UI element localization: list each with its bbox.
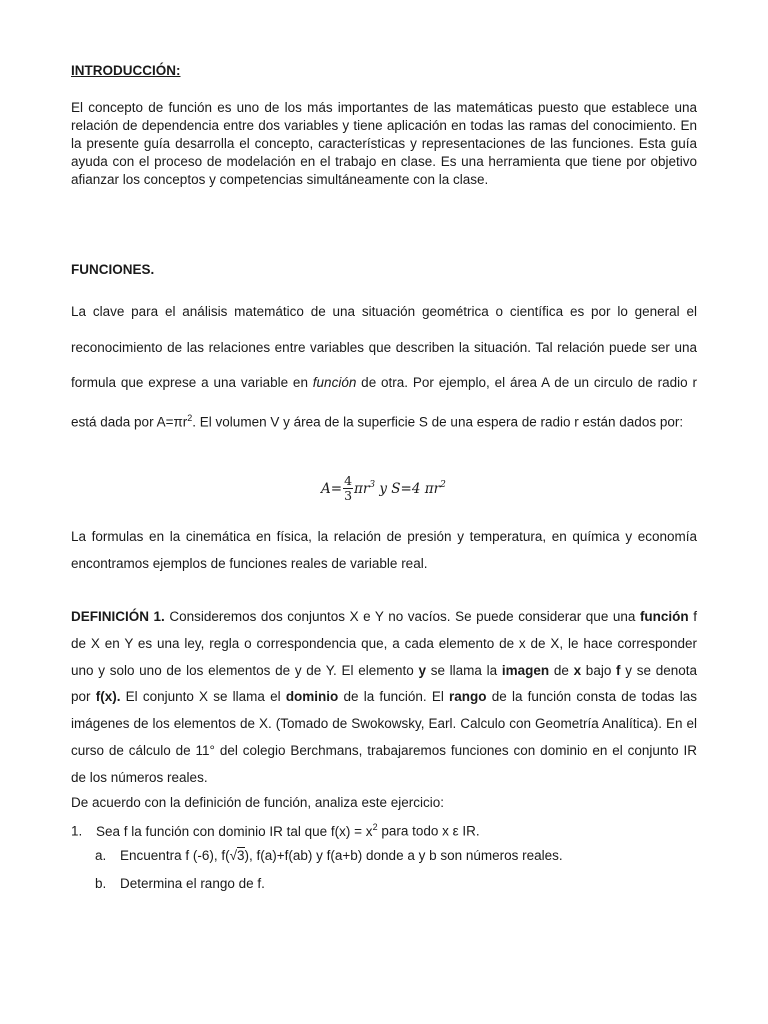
- formula-exp-1: 3: [369, 480, 376, 490]
- exercise-item-a: [95, 848, 563, 863]
- sphere-formula: [321, 474, 446, 503]
- funciones-heading: FUNCIONES.: [71, 262, 155, 277]
- item-1-number: 1.: [71, 823, 83, 839]
- fraction-numerator: 4: [344, 473, 353, 488]
- definition-label: DEFINICIÓN 1.: [71, 609, 165, 624]
- def-bold-x: x: [573, 662, 582, 678]
- def-bold-funcion: función: [639, 609, 689, 624]
- item-a-text-1: Encuentra f (-6), f(√: [120, 848, 237, 863]
- def-text-3: se llama la: [425, 662, 502, 678]
- def-bold-fx: f(x).: [95, 689, 121, 705]
- item-1-exponent: 2: [372, 822, 378, 832]
- def-bold-y: y: [418, 662, 426, 678]
- exercise-intro: De acuerdo con la definición de función, analiza este ejercicio:: [71, 795, 444, 810]
- funciones-text-c: . El volumen V y área de la superficie S de una espera de radio r están dados por:: [192, 414, 684, 429]
- funciones-text-b: de otra. Por ejemplo, el área A de un circulo de radio r está dada por A=πr: [71, 375, 697, 429]
- item-1-text-b: para todo x ε IR.: [377, 823, 480, 839]
- fraction-denominator: 3: [344, 488, 353, 503]
- exercise-item-1: [71, 822, 480, 839]
- def-bold-f: f: [616, 662, 621, 678]
- item-a-radicand: 3: [236, 848, 245, 863]
- def-bold-imagen: imagen: [501, 662, 550, 678]
- item-1-text-a: Sea f la función con dominio IR tal que f(x) = x: [96, 823, 373, 839]
- def-text-5: bajo: [581, 662, 617, 678]
- formula-fraction: [343, 474, 353, 503]
- def-text-2: f de X en Y es una ley, regla o correspondencia que, a cada elemento de x de X, le hace corresponder uno y solo uno de los elementos de y de Y. El elemento: [71, 609, 697, 678]
- def-text-7: El conjunto X se llama el: [120, 689, 286, 705]
- def-text-6: y se denota por: [71, 662, 697, 705]
- def-text-4: de: [549, 662, 574, 678]
- examples-paragraph: La formulas en la cinemática en física, la relación de presión y temperatura, en química y economía encontramos ejemplos de funciones reales de variable real.: [71, 529, 697, 571]
- item-b-text: Determina el rango de f.: [120, 876, 265, 891]
- intro-paragraph: El concepto de función es uno de los más importantes de las matemáticas puesto que establece una relación de dependencia entre dos variables y tiene aplicación en todas las ramas del conocimiento. En la presente guía desarrolla el concepto, características y representaciones de las funciones. Esta guía ayuda con el proceso de modelación en el trabajo en clase. Es una herramienta que tiene por objetivo afianzar los conceptos y competencias simultáneamente con la clase.: [71, 100, 697, 187]
- item-a-label: a.: [95, 848, 107, 863]
- funciones-exponent: 2: [187, 412, 193, 423]
- def-text-9: de la función consta de todas las imágenes de los elementos de X. (Tomado de Swokowsky, Earl. Calculo con Geometría Analítica). En el curso de cálculo de 11° del colegio Berchmans, trabajaremos funciones con dominio en el conjunto IR de los números reales.: [71, 689, 697, 785]
- formula-exp-2: 2: [440, 480, 446, 490]
- def-text-8: de la función. El: [338, 689, 450, 705]
- formula-lhs: A=: [321, 480, 343, 497]
- def-bold-rango: rango: [449, 689, 487, 705]
- item-a-text-2: ), f(a)+f(ab) y f(a+b) donde a y b son números reales.: [244, 848, 563, 863]
- exercise-item-b: [95, 876, 265, 891]
- def-text-1: Consideremos dos conjuntos X e Y no vacíos. Se puede considerar que una: [164, 609, 640, 624]
- formula-mid: y S=4 πr: [375, 480, 441, 497]
- formula-pi-r: πr: [354, 480, 370, 497]
- def-bold-dominio: dominio: [285, 689, 339, 705]
- definition-paragraph: [71, 604, 697, 792]
- item-b-label: b.: [95, 876, 107, 891]
- funciones-text-a: La clave para el análisis matemático de una situación geométrica o científica es por lo general el reconocimiento de las relaciones entre variables que describen la situación. Tal relación puede ser una formula que exprese a una variable en: [71, 304, 697, 390]
- intro-heading: INTRODUCCIÓN:: [71, 63, 181, 78]
- funciones-paragraph: [71, 294, 697, 440]
- funciones-italic-word: función: [312, 375, 357, 390]
